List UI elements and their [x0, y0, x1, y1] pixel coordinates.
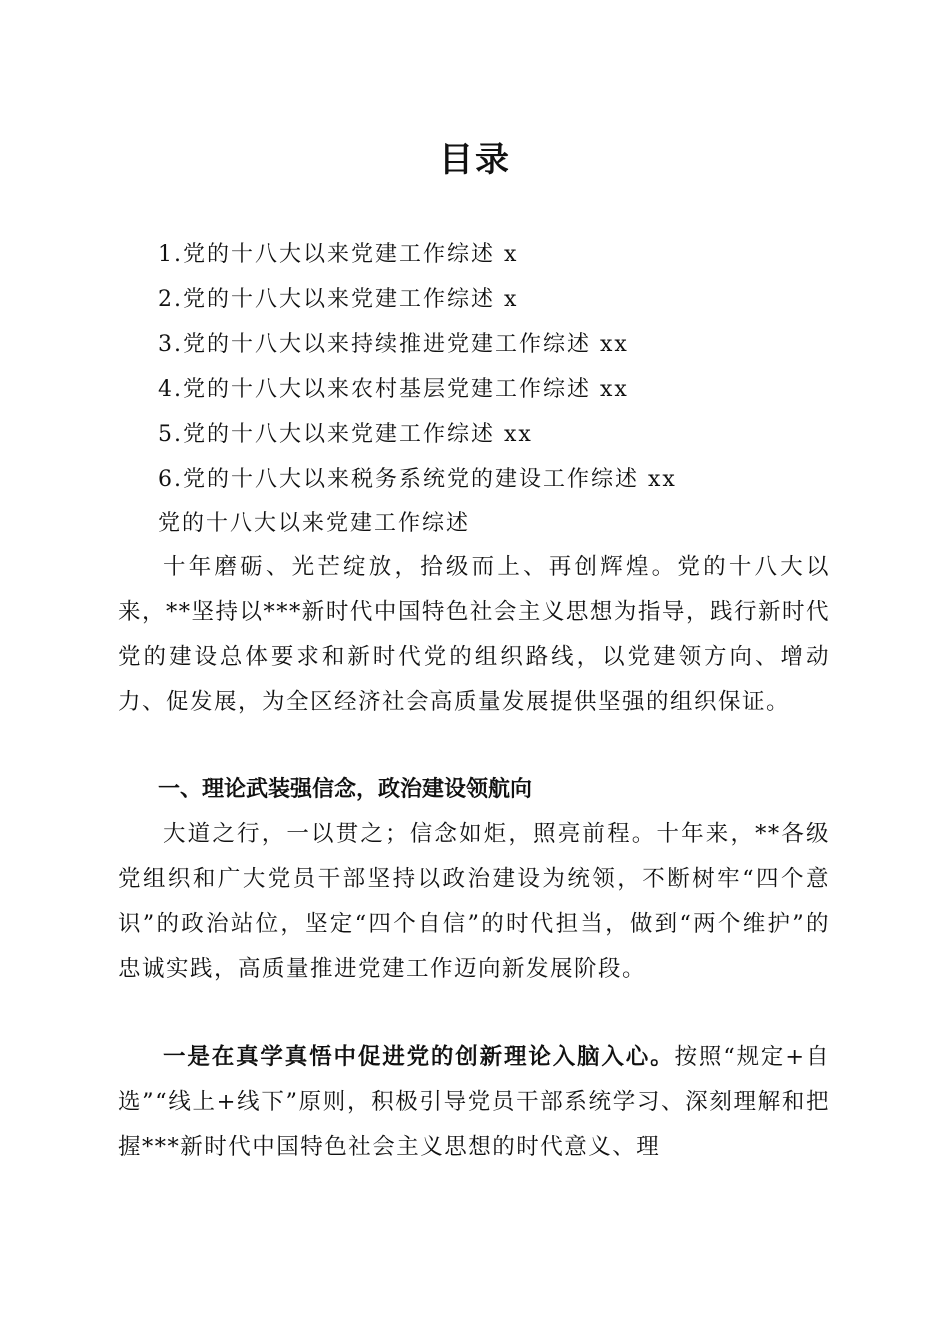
toc-item: 4.党的十八大以来农村基层党建工作综述 xx [158, 377, 629, 402]
point-paragraph [118, 1035, 830, 1170]
section-paragraph: 大道之行，一以贯之；信念如炬，照亮前程。十年来，**各级党组织和广大党员干部坚持以政治建设为统领，不断树牢“四个意识”的政治站位，坚定“四个自信”的时代担当，做到“两个维护”的忠诚实践，高质量推进党建工作迈向新发展阶段。 [118, 821, 830, 982]
toc-item: 3.党的十八大以来持续推进党建工作综述 xx [158, 332, 629, 357]
intro-paragraph: 十年磨砺、光芒绽放，拾级而上、再创辉煌。党的十八大以来，**坚持以***新时代中国特色社会主义思想为指导，践行新时代党的建设总体要求和新时代党的组织路线，以党建领方向、增动力、促发展，为全区经济社会高质量发展提供坚强的组织保证。 [118, 554, 830, 715]
table-of-contents [158, 232, 858, 502]
point-body: 按照“规定+自选”“线上+线下”原则，积极引导党员干部系统学习、深刻理解和把握***新时代中国特色社会主义思想的时代意义、理 [118, 1044, 830, 1160]
section-heading: 一、理论武装强信念，政治建设领航向 [158, 777, 533, 802]
toc-item: 2.党的十八大以来党建工作综述 x [158, 287, 519, 312]
article-title: 党的十八大以来党建工作综述 [158, 511, 471, 536]
toc-item: 5.党的十八大以来党建工作综述 xx [158, 422, 533, 447]
toc-item: 6.党的十八大以来税务系统党的建设工作综述 xx [158, 467, 677, 492]
toc-item: 1.党的十八大以来党建工作综述 x [158, 242, 519, 267]
point-lead: 一是在真学真悟中促进党的创新理论入脑入心。 [163, 1044, 675, 1070]
page-title: 目录 [439, 140, 511, 180]
